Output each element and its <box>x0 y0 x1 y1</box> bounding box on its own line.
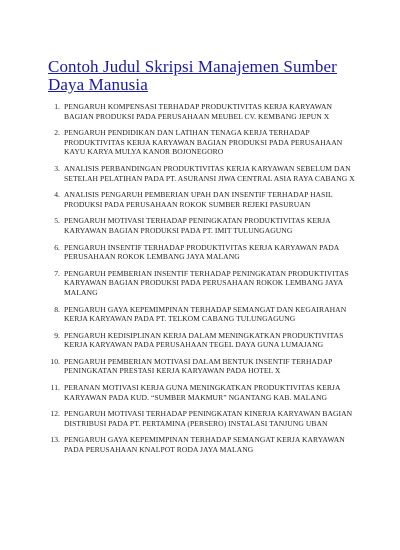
list-item <box>48 305 356 324</box>
list-item-number: 2. <box>54 128 60 138</box>
list-item <box>48 164 356 183</box>
thesis-title-list <box>48 102 356 455</box>
list-item-text: PENGARUH MOTIVASI TERHADAP PENINGKATAN KINERJA KARYAWAN BAGIAN DISTRIBUSI PADA PT. PERTAMINA (PERSERO) INSTALASI TANJUNG UBAN <box>64 409 353 428</box>
list-item <box>48 102 356 121</box>
list-item <box>48 409 356 428</box>
list-item-text: ANALISIS PENGARUH PEMBERIAN UPAH DAN INSENTIF TERHADAP HASIL PRODUKSI PADA PERUSAHAAN ROKOK SUMBER REJEKI PASURUAN <box>64 190 333 209</box>
list-item-number: 4. <box>54 190 60 200</box>
list-item-number: 11. <box>50 383 60 393</box>
list-item-number: 10. <box>50 356 60 366</box>
list-item <box>48 269 356 298</box>
list-item-text: PENGARUH GAYA KEPEMIMPINAN TERHADAP SEMANGAT DAN KEGAIRAHAN KERJA KARYAWAN PADA PT. TELKOM CABANG TULUNGAGUNG <box>64 304 347 324</box>
list-item-text: PENGARUH INSENTIF TERHADAP PRODUKTIVITAS KERJA KARYAWAN PADA PERUSAHAAN ROKOK LEMBANG JAYA MALANG <box>64 242 339 262</box>
list-item <box>48 243 356 262</box>
list-item-number: 7. <box>54 268 60 278</box>
list-item-text: PERANAN MOTIVASI KERJA GUNA MENINGKATKAN PRODUKTIVITAS KERJA KARYAWAN PADA KUD. “SUMBER MAKMUR” NGANTANG KAB. MALANG <box>64 383 341 402</box>
list-item-text: PENGARUH PENDIDIKAN DAN LATIHAN TENAGA KERJA TERHADAP PRODUKTIVITAS KERJA KARYAWAN BAGIAN PRODUKSI PADA PERUSAHAAN KAYU KARYA MULYA KANOR BOJONEGORO <box>64 128 343 157</box>
list-item-text: PENGARUH KEDISIPLINAN KERJA DALAM MENINGKATKAN PRODUKTIVITAS KERJA KARYAWAN PADA PERUSAHAAN TEGEL DAYA GUNA LUMAJANG <box>64 330 344 350</box>
list-item <box>48 357 356 376</box>
title-link[interactable]: Contoh Judul Skripsi Manajemen Sumber Daya Manusia <box>48 57 337 94</box>
list-item <box>48 190 356 209</box>
list-item <box>48 383 356 402</box>
list-item-number: 8. <box>54 304 60 314</box>
list-item-text: ANALISIS PERBANDINGAN PRODUKTIVITAS KERJA KARYAWAN SEBELUM DAN SETELAH PELATIHAN PADA PT. ASURANSI JIWA CENTRAL ASIA RAYA CABANG X <box>64 163 355 183</box>
list-item <box>48 128 356 157</box>
list-item-number: 3. <box>54 163 60 173</box>
list-item-text: PENGARUH PEMBERIAN MOTIVASI DALAM BENTUK INSENTIF TERHADAP PENINGKATAN PRESTASI KERJA KARYAWAN PADA HOTEL X <box>64 356 333 376</box>
list-item-number: 1. <box>54 102 60 111</box>
list-item <box>48 435 356 454</box>
list-item-number: 9. <box>54 330 60 340</box>
list-item-text: PENGARUH PEMBERIAN INSENTIF TERHADAP PENINGKATAN PRODUKTIVITAS KARYAWAN BAGIAN PRODUKSI PADA PERUSAHAAN ROKOK LEMBANG JAYA MALANG <box>64 268 349 297</box>
list-item-number: 12. <box>50 409 60 419</box>
list-item-text: PENGARUH MOTIVASI TERHADAP PENINGKATAN PRODUKTIVITAS KERJA KARYAWAN BAGIAN PRODUKSI PADA PT. IMIT TULUNGAGUNG <box>64 216 331 235</box>
list-item-number: 5. <box>54 216 60 226</box>
list-item-text: PENGARUH GAYA KEPEMIMPINAN TERHADAP SEMANGAT KERJA KARYAWAN PADA PERUSAHAAN KNALPOT RODA JAYA MALANG <box>64 435 345 455</box>
list-item-number: 13. <box>50 435 60 445</box>
list-item <box>48 331 356 350</box>
list-item <box>48 216 356 235</box>
list-item-text: PENGARUH KOMPENSASI TERHADAP PRODUKTIVITAS KERJA KARYAWAN BAGIAN PRODUKSI PADA PERUSAHAAN MEUBEL CV. KEMBANG JEPUN X <box>64 102 333 121</box>
list-item-number: 6. <box>54 242 60 252</box>
page-title[interactable] <box>48 58 356 94</box>
